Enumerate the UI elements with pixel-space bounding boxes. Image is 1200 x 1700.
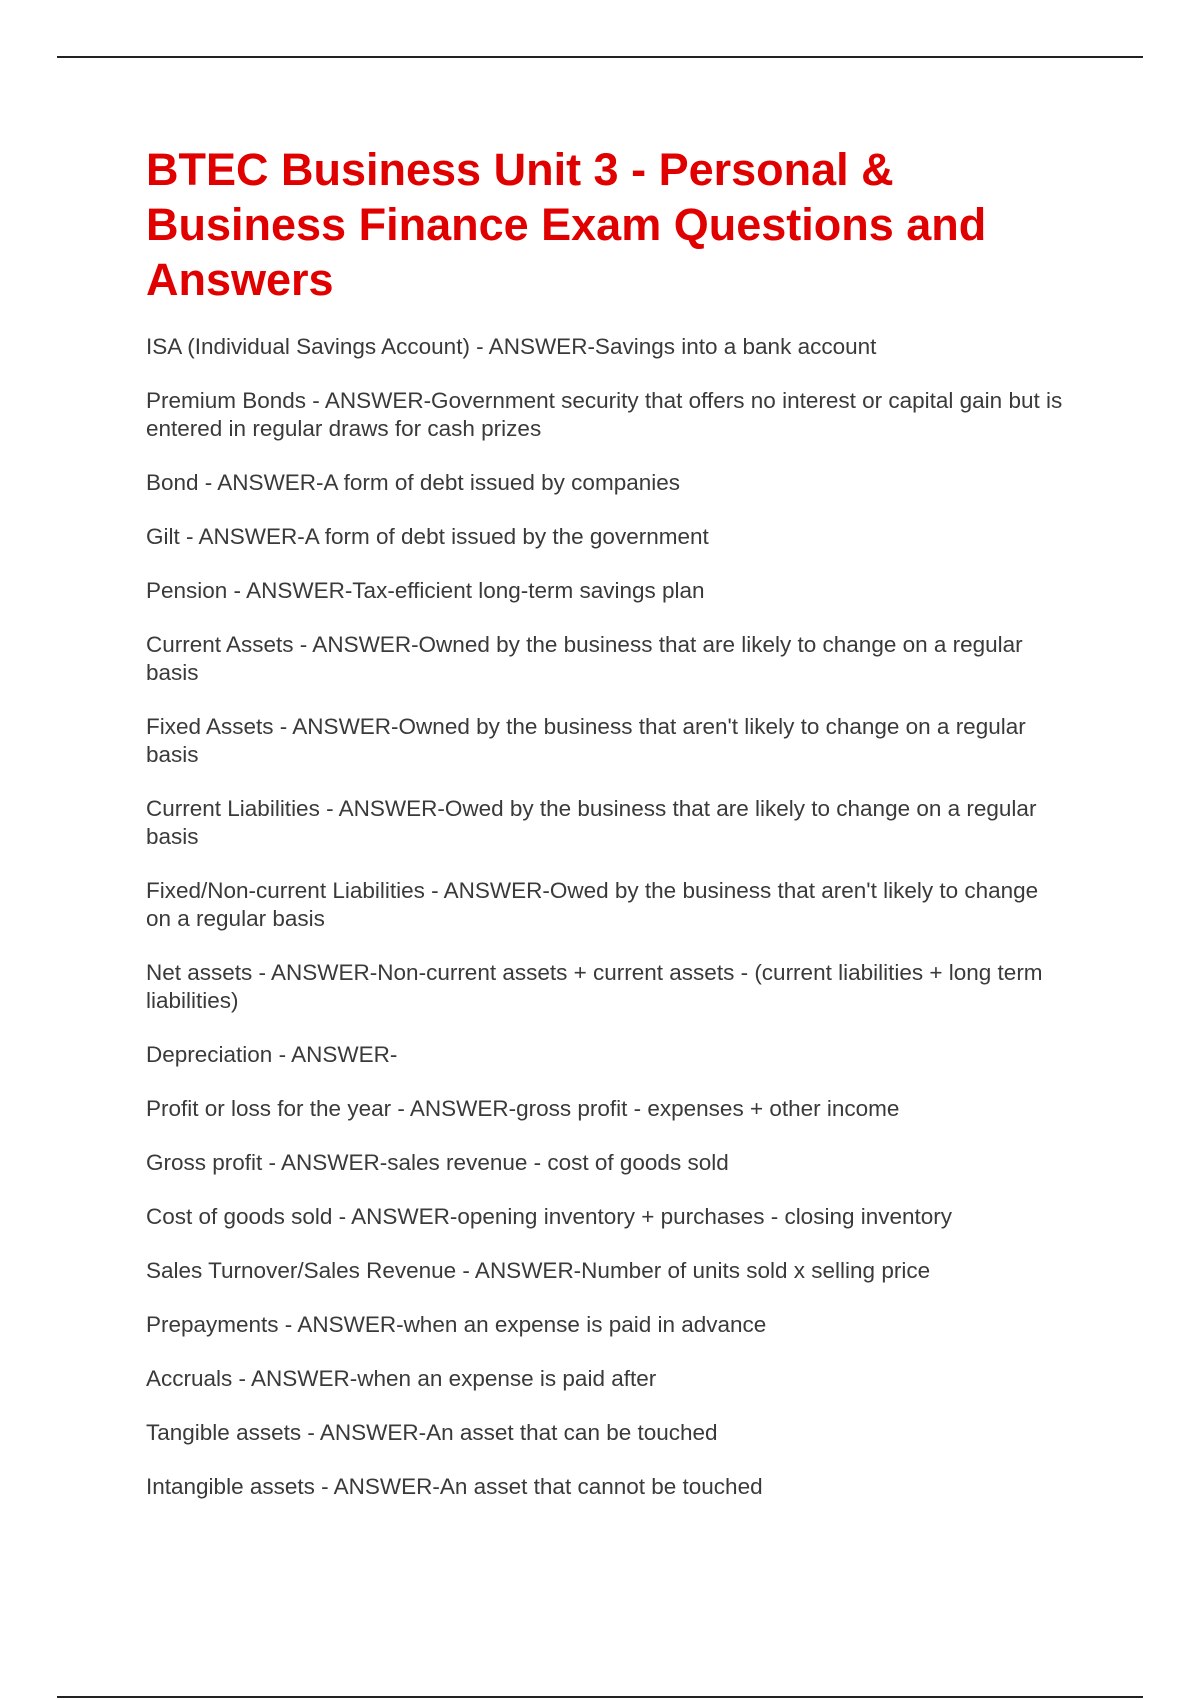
qa-item: Cost of goods sold - ANSWER-opening inventory + purchases - closing inventory (146, 1204, 953, 1229)
qa-item: Pension - ANSWER-Tax-efficient long-term savings plan (146, 578, 705, 603)
document-body (146, 142, 1066, 1527)
qa-item: Accruals - ANSWER-when an expense is paid after (146, 1366, 657, 1391)
document-title: BTEC Business Unit 3 - Personal & Business Finance Exam Questions and Answers (146, 144, 987, 305)
qa-item: Profit or loss for the year - ANSWER-gross profit - expenses + other income (146, 1096, 900, 1121)
qa-item: Prepayments - ANSWER-when an expense is paid in advance (146, 1312, 767, 1337)
qa-item: Fixed Assets - ANSWER-Owned by the business that aren't likely to change on a regular basis (146, 714, 1026, 767)
qa-item: Fixed/Non-current Liabilities - ANSWER-Owed by the business that aren't likely to change on a regular basis (146, 878, 1039, 931)
qa-item: Depreciation - ANSWER- (146, 1042, 398, 1067)
top-rule (57, 56, 1143, 58)
qa-item: Intangible assets - ANSWER-An asset that cannot be touched (146, 1474, 763, 1499)
qa-item: Gross profit - ANSWER-sales revenue - cost of goods sold (146, 1150, 729, 1175)
qa-item: Premium Bonds - ANSWER-Government security that offers no interest or capital gain but is entered in regular draws for cash prizes (146, 388, 1063, 441)
bottom-rule (57, 1696, 1143, 1698)
qa-item: ISA (Individual Savings Account) - ANSWER-Savings into a bank account (146, 334, 877, 359)
qa-list (146, 333, 1066, 1501)
qa-item: Bond - ANSWER-A form of debt issued by companies (146, 470, 680, 495)
qa-item: Gilt - ANSWER-A form of debt issued by the government (146, 524, 709, 549)
qa-item: Net assets - ANSWER-Non-current assets + current assets - (current liabilities + long term liabilities) (146, 960, 1043, 1013)
qa-item: Tangible assets - ANSWER-An asset that can be touched (146, 1420, 718, 1445)
qa-item: Current Assets - ANSWER-Owned by the business that are likely to change on a regular basis (146, 632, 1023, 685)
qa-item: Sales Turnover/Sales Revenue - ANSWER-Number of units sold x selling price (146, 1258, 931, 1283)
qa-item: Current Liabilities - ANSWER-Owed by the business that are likely to change on a regular basis (146, 796, 1037, 849)
